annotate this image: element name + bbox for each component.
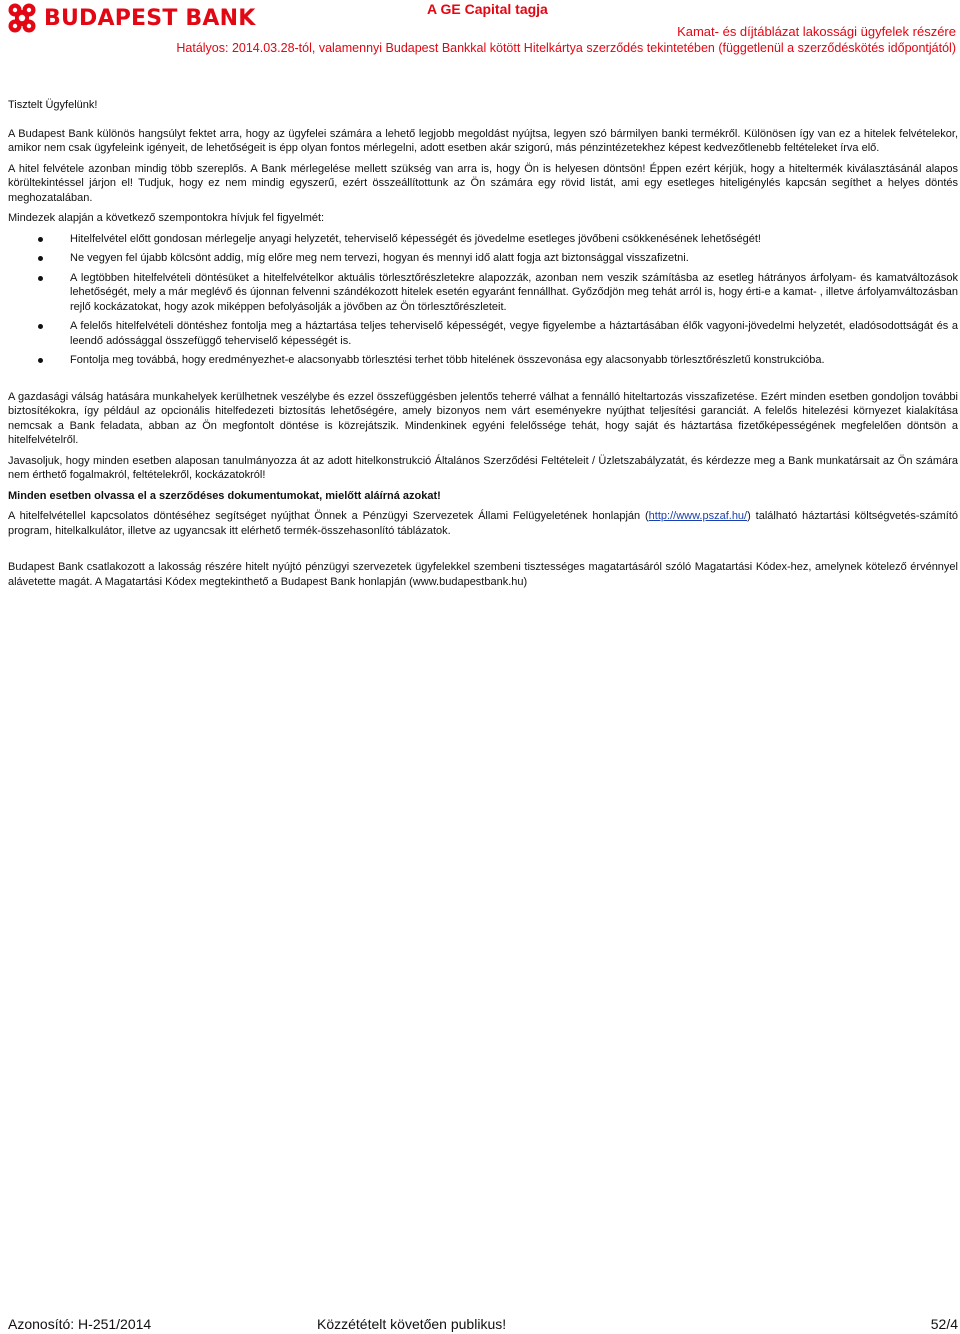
- list-item: Ne vegyen fel újabb kölcsönt addig, míg előre meg nem tervezi, hogyan és mennyi idő alatt fogja azt biztonsággal visszafizetni.: [8, 251, 958, 266]
- paragraph-warning: Minden esetben olvassa el a szerződéses dokumentumokat, mielőtt aláírná azokat!: [8, 489, 441, 502]
- list-item: A felelős hitelfelvételi döntéshez fontolja meg a háztartása teljes teherviselő képességét, vegye figyelembe a háztartásában élők vagyoni-jövedelmi helyzetét, eladósodottságát és a leendő adóssággal összefüggő teherviselő képességét is.: [8, 319, 958, 348]
- document-title: Kamat- és díjtáblázat lakossági ügyfelek részére: [677, 24, 956, 39]
- document-id: Azonosító: H-251/2014: [8, 1316, 152, 1332]
- document-body: [8, 98, 958, 595]
- validity-line: Hatályos: 2014.03.28-tól, valamennyi Budapest Bankkal kötött Hitelkártya szerződés tekintetében (függetlenül a szerződéskötés időpontjától): [176, 41, 956, 55]
- ge-capital-tag: A GE Capital tagja: [427, 1, 548, 17]
- paragraph-intro: A Budapest Bank különös hangsúlyt fektet arra, hogy az ügyfelei számára a lehető legjobb megoldást nyújtsa, legyen szó bármilyen banki termékről. Különösen így van ez a hitelek felvételekor, amikor nem csak ügyfeleink igényeit, de lehetőségeit is épp olyan fontos mérlegelni, adott esetben akár szigorú, más pénzintézetekhez képest kedvezőtlenebb feltételeket írva elő.: [8, 127, 958, 154]
- paragraph-crisis: A gazdasági válság hatására munkahelyek kerülhetnek veszélybe és ezzel összefüggésben jelentős teherré válhat a fennálló hiteltartozás visszafizetése. Ezért minden esetben gondoljon további biztosítékokra, így például az opcionális hitelfedezeti biztosítás lehetőségére, amely bizonyos nem várt eseményekre nyújthat teljesítési garanciát. A felelős hitelezési környezet kialakítása nemcsak a Bank feladata, abban az Ön megfontolt döntése is közrejátszik. Mindenkinek egyéni felelőssége tehát, hogy saját és háztartása fizetőképességének megfelelően döntsön a hitelfelvételről.: [8, 390, 958, 446]
- brand-name: BUDAPEST BANK: [44, 5, 256, 31]
- publication-note: Közzétételt követően publikus!: [317, 1316, 507, 1332]
- bullet-icon: [38, 358, 43, 363]
- bank-logo: [6, 2, 255, 34]
- bullet-icon: [38, 256, 43, 261]
- greeting: Tisztelt Ügyfelünk!: [8, 99, 98, 111]
- list-item: Fontolja meg továbbá, hogy eredményezhet-e alacsonyabb törlesztési terhet több hitelének összevonása egy alacsonyabb törlesztőrészletű konstrukcióba.: [8, 353, 958, 368]
- list-intro: Mindezek alapján a következő szempontokra hívjuk fel figyelmét:: [8, 212, 325, 224]
- list-item: A legtöbben hitelfelvételi döntésüket a hitelfelvételkor aktuális törlesztőrészletekre alapozzák, azonban nem veszik számításba az esetleg hátrányos árfolyam- és kamatváltozások lehetőségét, mely a már meglévő és újonnan felvenni szándékozott hitelek esetén egyaránt fennállhat. Győződjön meg tehát arról is, hogy érti-e a kamat- , illetve árfolyamváltozásban rejlő kockázatokat, hogy azok miképpen befolyásolják a jövőben az Ön törlesztőrészleteit.: [8, 271, 958, 315]
- bullet-icon: [38, 324, 43, 329]
- page-number: 52/4: [930, 1316, 958, 1332]
- list-item: Hitelfelvétel előtt gondosan mérlegelje anyagi helyzetét, teherviselő képességét és jövedelme esetleges jövőbeni csökkenésének lehetőségét!: [8, 232, 958, 247]
- bullet-icon: [38, 276, 43, 281]
- bullet-icon: [38, 237, 43, 242]
- document-header: [0, 0, 960, 62]
- paragraph-recommendation: Javasoljuk, hogy minden esetben alaposan tanulmányozza át az adott hitelkonstrukció Általános Szerződési Feltételeit / Üzletszabályzatát, és kérdezze meg a Bank munkatársait az Ön számára nem érthető fogalmakról, feltételekről, kockázatokról!: [8, 454, 958, 481]
- advice-list: [8, 232, 958, 368]
- budapest-bank-logo-mark-icon: [6, 2, 38, 34]
- document-footer: [8, 1316, 958, 1334]
- paragraph-responsibility: A hitel felvétele azonban mindig több szereplős. A Bank mérlegelése mellett szükség van arra is, hogy Ön is helyesen döntsön! Éppen ezért kérjük, hogy a hiteltermék kiválasztásánál alapos körültekintéssel járjon el! Tudjuk, hogy ez nem mindig egyszerű, ezért összeállítottunk az Ön számára egy rövid listát, ami egy esetleges hiteligénylés kapcsán segíthet a helyes döntés meghozatalában.: [8, 162, 958, 204]
- paragraph-code-of-conduct: Budapest Bank csatlakozott a lakosság részére hitelt nyújtó pénzügyi szervezetek ügyfelekkel szembeni tisztességes magatartásáról szóló Magatartási Kódex-hez, amelynek kötelező érvénnyel alávetette magát. A Magatartási Kódex megtekinthető a Budapest Bank honlapján (www.budapestbank.hu): [8, 561, 958, 588]
- pszaf-link[interactable]: http://www.pszaf.hu/: [648, 510, 748, 522]
- paragraph-pszaf: A hitelfelvétellel kapcsolatos döntéséhez segítséget nyújthat Önnek a Pénzügyi Szervezetek Állami Felügyeletének honlapján (http://www.pszaf.hu/) található háztartási költségvetés-számító program, hitelkalkulátor, illetve az ugyancsak itt elérhető termék-összehasonlító táblázatok.: [8, 510, 959, 537]
